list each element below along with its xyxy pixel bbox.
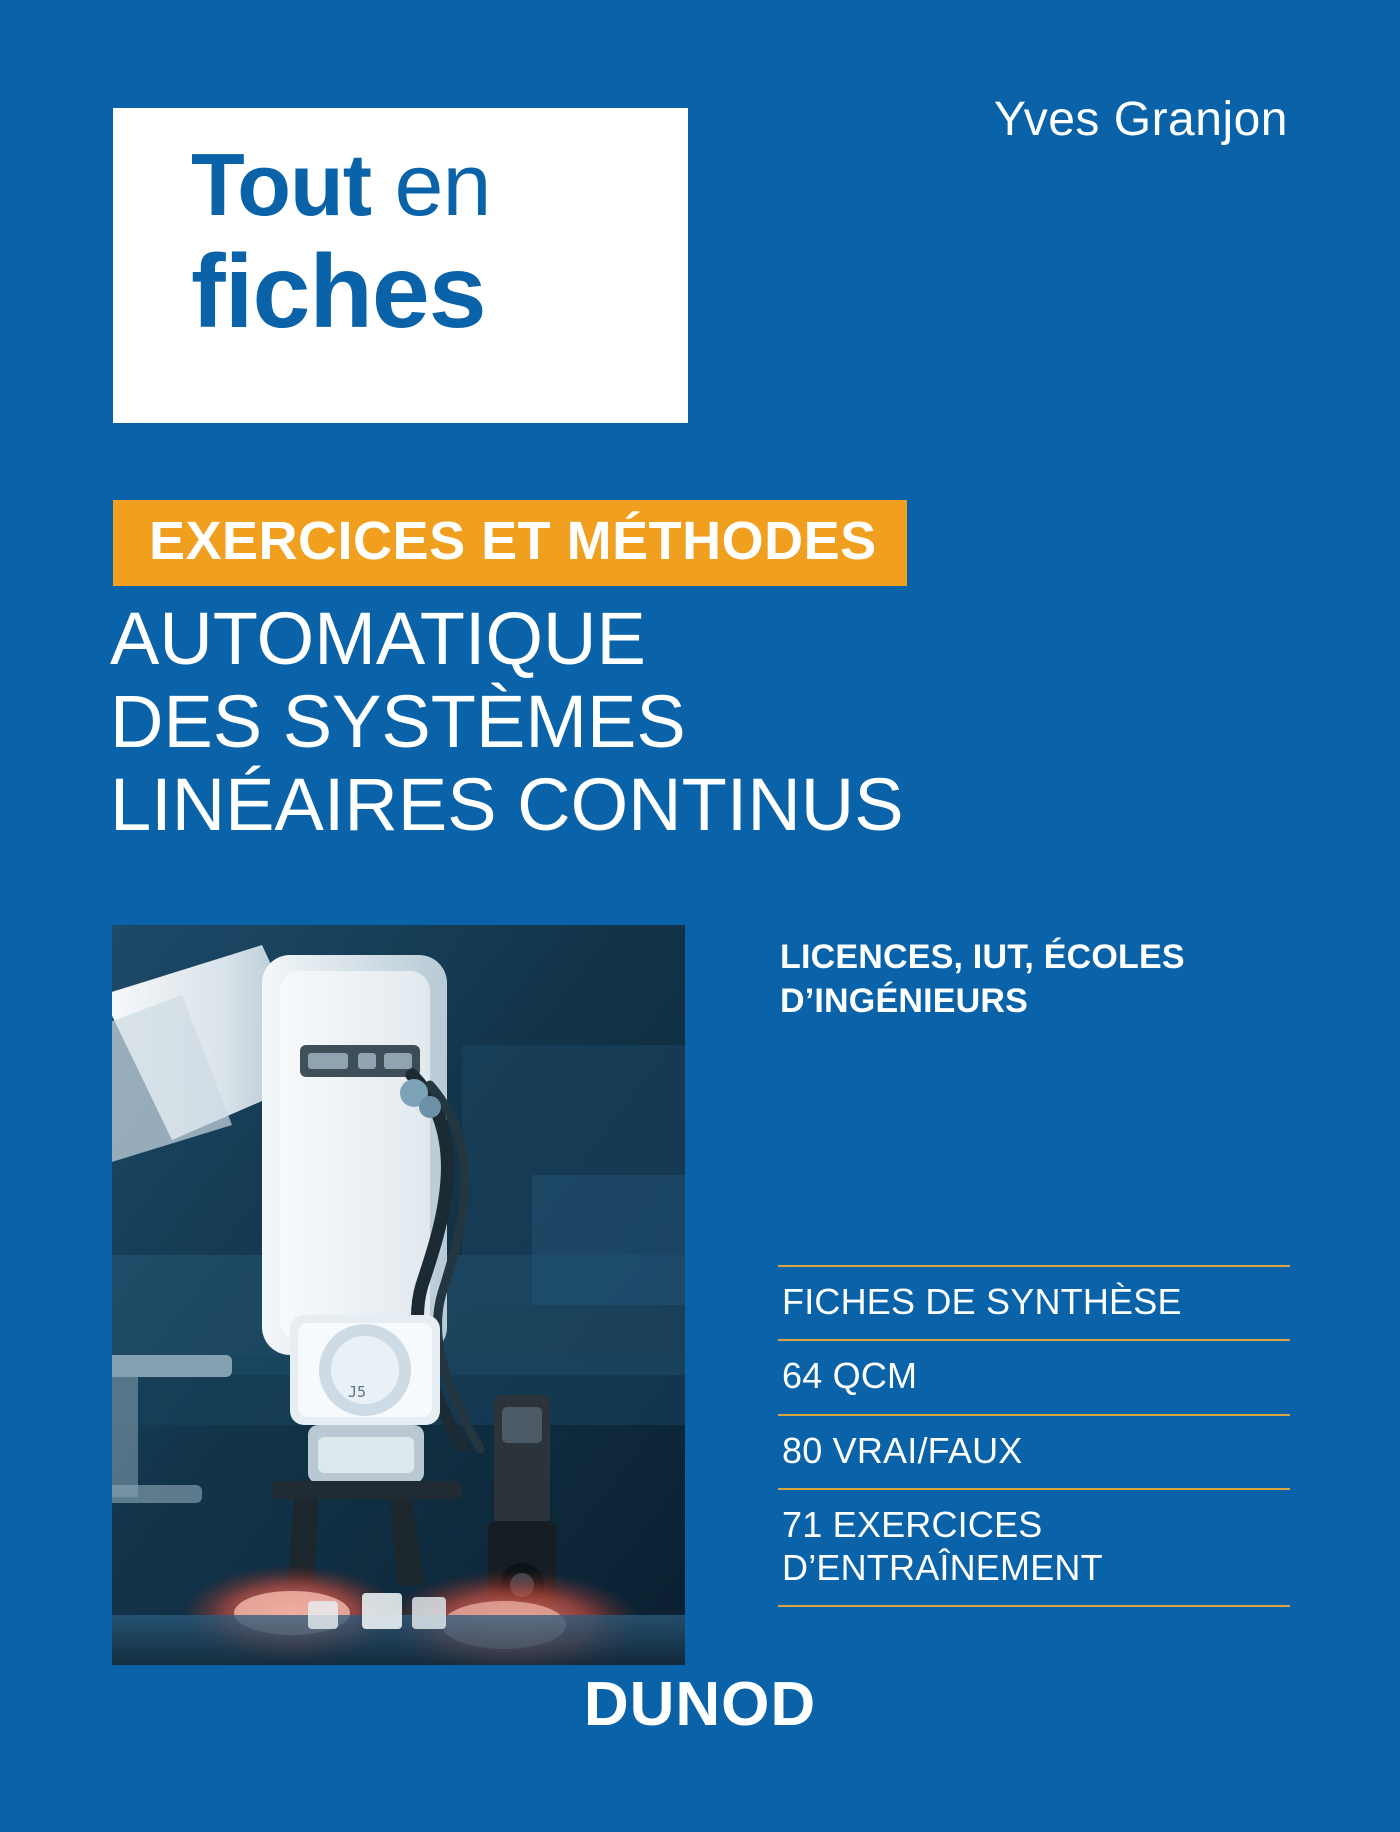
feature-divider: [778, 1605, 1290, 1607]
collection-line-1: [191, 135, 688, 234]
subtitle-line-2: D’INGÉNIEURS: [780, 982, 1028, 1021]
collection-word-en: en: [394, 135, 491, 234]
feature-item-2: 64 QCM: [782, 1355, 918, 1397]
title-line-3: LINÉAIRES CONTINUS: [110, 762, 904, 846]
title-line-2: DES SYSTÈMES: [110, 679, 686, 763]
cover-photo: [112, 925, 685, 1665]
collection-badge: [113, 108, 688, 423]
publisher-name: DUNOD: [583, 1670, 817, 1739]
feature-item-1: FICHES DE SYNTHÈSE: [782, 1281, 1182, 1322]
subtitle-line-1: LICENCES, IUT, ÉCOLES: [780, 938, 1185, 976]
subtitle: [780, 935, 1300, 1023]
publisher-logo: [0, 1669, 1400, 1740]
title-line-1: AUTOMATIQUE: [110, 597, 646, 680]
collection-line-2: fiches: [191, 234, 486, 351]
collection-word-tout: Tout: [191, 135, 372, 234]
series-banner: EXERCICES ET MÉTHODES: [113, 500, 907, 586]
feature-item-3: 80 VRAI/FAUX: [782, 1429, 1023, 1471]
author-name: Yves Granjon: [993, 93, 1288, 146]
svg-text:J5: J5: [348, 1383, 367, 1401]
feature-item-4: 71 EXERCICES D’ENTRAÎNEMENT: [782, 1504, 1103, 1588]
feature-list: [778, 1265, 1290, 1607]
page-title: [110, 598, 1290, 847]
